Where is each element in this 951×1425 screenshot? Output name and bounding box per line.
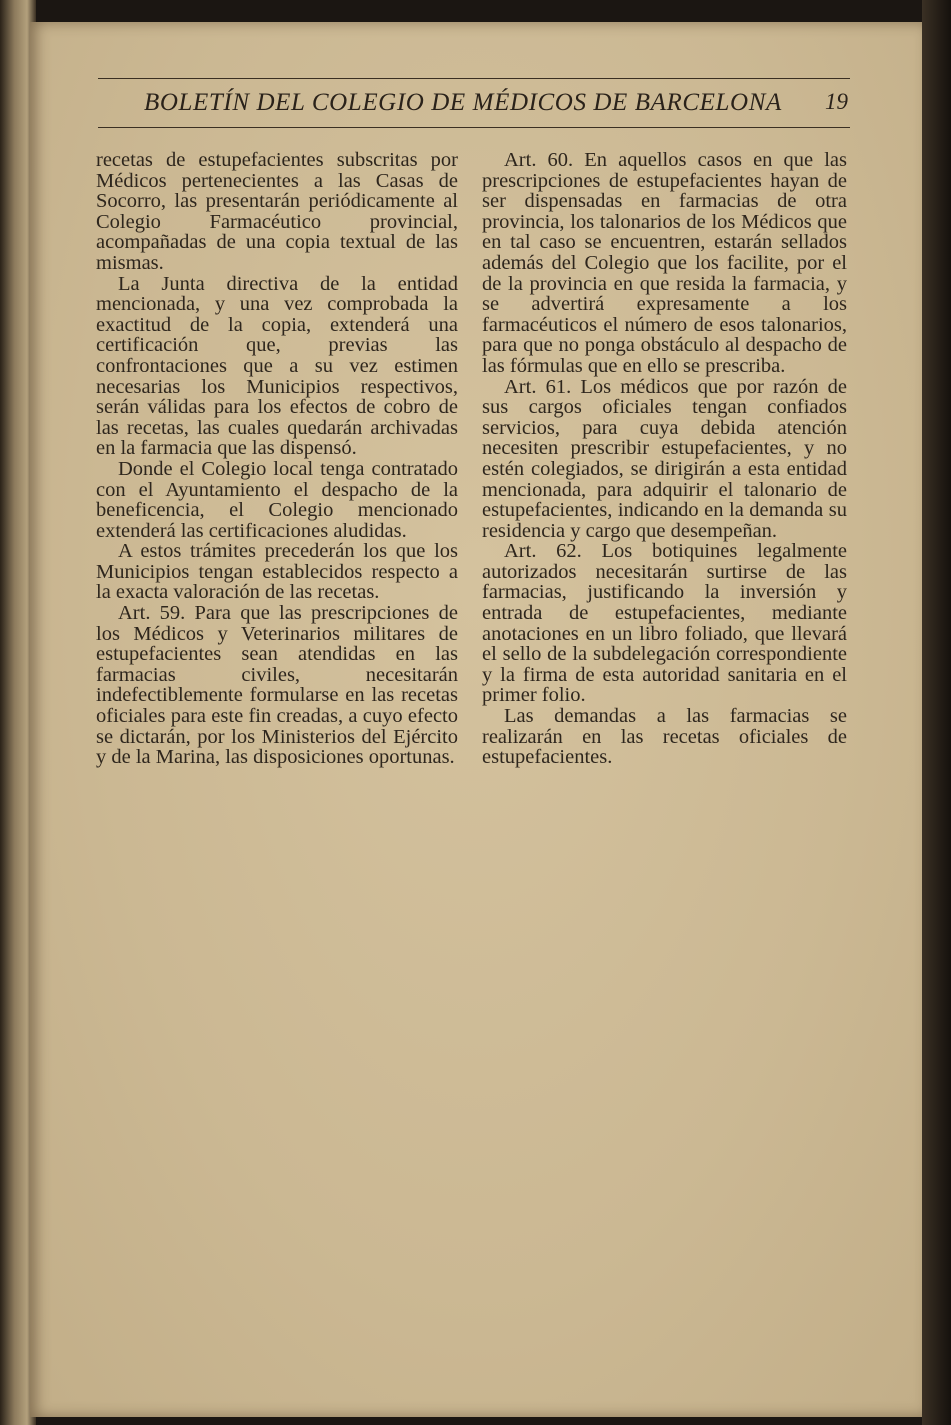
paragraph: Las demandas a las farmacias se realizarán en las recetas oficiales de estupefacientes. [482,705,847,769]
paragraph: A estos trámites precederán los que los Municipios tengan establecidos respecto a la exacta valoración de las recetas. [96,540,458,604]
left-column [96,150,458,768]
paragraph: Art. 61. Los médicos que por razón de sus cargos oficiales tengan confiados servicios, para cuya debida atención necesiten prescribir estupefacientes, y no estén colegiados, se dirigirán a esta entidad mencionada, para adquirir el talonario de estupefacientes, indicando en la demanda su residencia y cargo que desempeñan. [482,375,847,542]
paragraph: Art. 62. Los botiquines legalmente autorizados necesitarán surtirse de las farmacias, justificando la inversión y entrada de estupefacientes, mediante anotaciones en un libro foliado, que llevará el sello de la subdelegación correspondiente y la firma de esta autoridad sanitaria en el primer folio. [482,540,847,707]
page-number: 19 [825,89,848,114]
paragraph: recetas de estupefacientes subscritas por Médicos pertenecientes a las Casas de Socorro, las presentarán periódicamente al Colegio Farmacéutico provincial, acompañadas de una copia textual de las mismas. [96,149,458,274]
running-title: BOLETÍN DEL COLEGIO DE MÉDICOS DE BARCELONA [144,89,782,116]
running-head [98,78,850,128]
right-column [482,150,847,768]
paragraph: La Junta directiva de la entidad mencionada, y una vez comprobada la exactitud de la copia, extenderá una certificación que, previas las confrontaciones que a su vez estimen necesarias los Municipios respectivos, serán válidas para los efectos de cobro de las recetas, las cuales quedarán archivadas en la farmacia que las dispensó. [96,272,458,460]
paragraph: Art. 60. En aquellos casos en que las prescripciones de estupefacientes hayan de ser dispensadas en farmacias de otra provincia, los talonarios de los Médicos que en tal caso se encuentren, estarán sellados además del Colegio que los facilite, por el de la provincia en que resida la farmacia, y se advertirá expresamente a los farmacéuticos el número de esos talonarios, para que no ponga obstáculo al despacho de las fórmulas que en ello se prescriba. [482,149,847,377]
scan-edge [922,0,951,1425]
paragraph: Donde el Colegio local tenga contratado con el Ayuntamiento el despacho de la beneficencia, el Colegio mencionado extenderá las certificaciones aludidas. [96,457,458,542]
paragraph: Art. 59. Para que las prescripciones de los Médicos y Veterinarios militares de estupefacientes sean atendidas en las farmacias civiles, necesitarán indefectiblemente formularse en las recetas oficiales para este fin creadas, a cuyo efecto se dictarán, por los Ministerios del Ejército y de la Marina, las disposiciones oportunas. [96,602,458,769]
